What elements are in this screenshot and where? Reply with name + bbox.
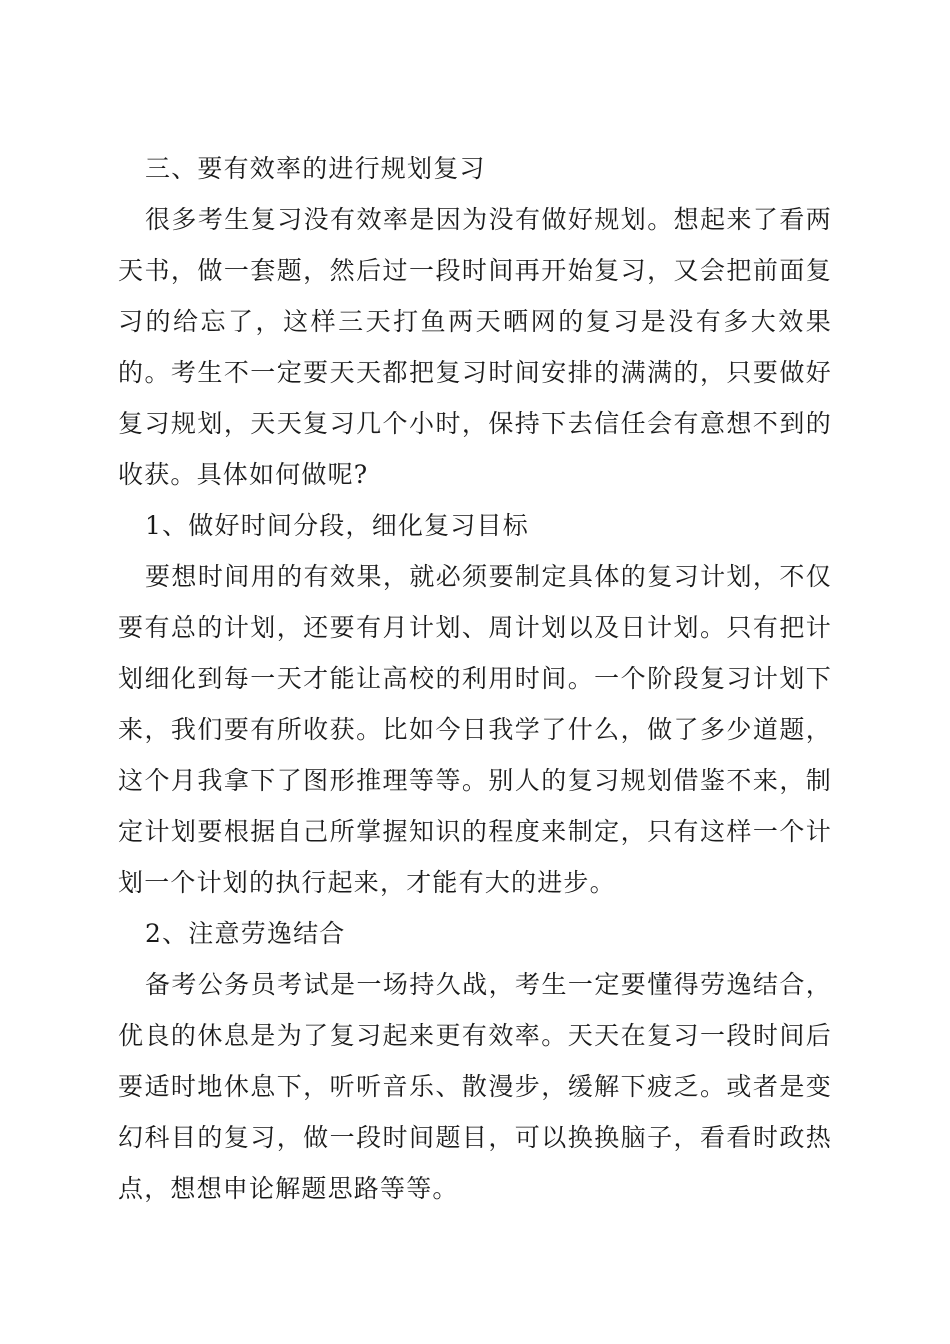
- section-heading: 三、要有效率的进行规划复习: [145, 154, 486, 183]
- body-paragraph: 很多考生复习没有效率是因为没有做好规划。想起来了看两天书，做一套题，然后过一段时间再开始复习，又会把前面复习的给忘了，这样三天打鱼两天晒网的复习是没有多大效果的。考生不一定要天天都把复习时间安排的满满的，只要做好复习规划，天天复习几个小时，保持下去信任会有意想不到的收获。具体如何做呢?: [118, 205, 832, 489]
- subsection-heading: 1、做好时间分段，细化复习目标: [145, 511, 529, 540]
- subsection-heading: 2、注意劳逸结合: [145, 919, 346, 948]
- body-paragraph: 要想时间用的有效果，就必须要制定具体的复习计划，不仅要有总的计划，还要有月计划、周计划以及日计划。只有把计划细化到每一天才能让高校的利用时间。一个阶段复习计划下来，我们要有所收获。比如今日我学了什么，做了多少道题，这个月我拿下了图形推理等等。别人的复习规划借鉴不来，制定计划要根据自己所掌握知识的程度来制定，只有这样一个计划一个计划的执行起来，才能有大的进步。: [118, 562, 832, 897]
- body-paragraph: 备考公务员考试是一场持久战，考生一定要懂得劳逸结合，优良的休息是为了复习起来更有效率。天天在复习一段时间后要适时地休息下，听听音乐、散漫步，缓解下疲乏。或者是变幻科目的复习，做一段时间题目，可以换换脑子，看看时政热点，想想申论解题思路等等。: [118, 970, 832, 1203]
- document-body: [118, 143, 832, 1214]
